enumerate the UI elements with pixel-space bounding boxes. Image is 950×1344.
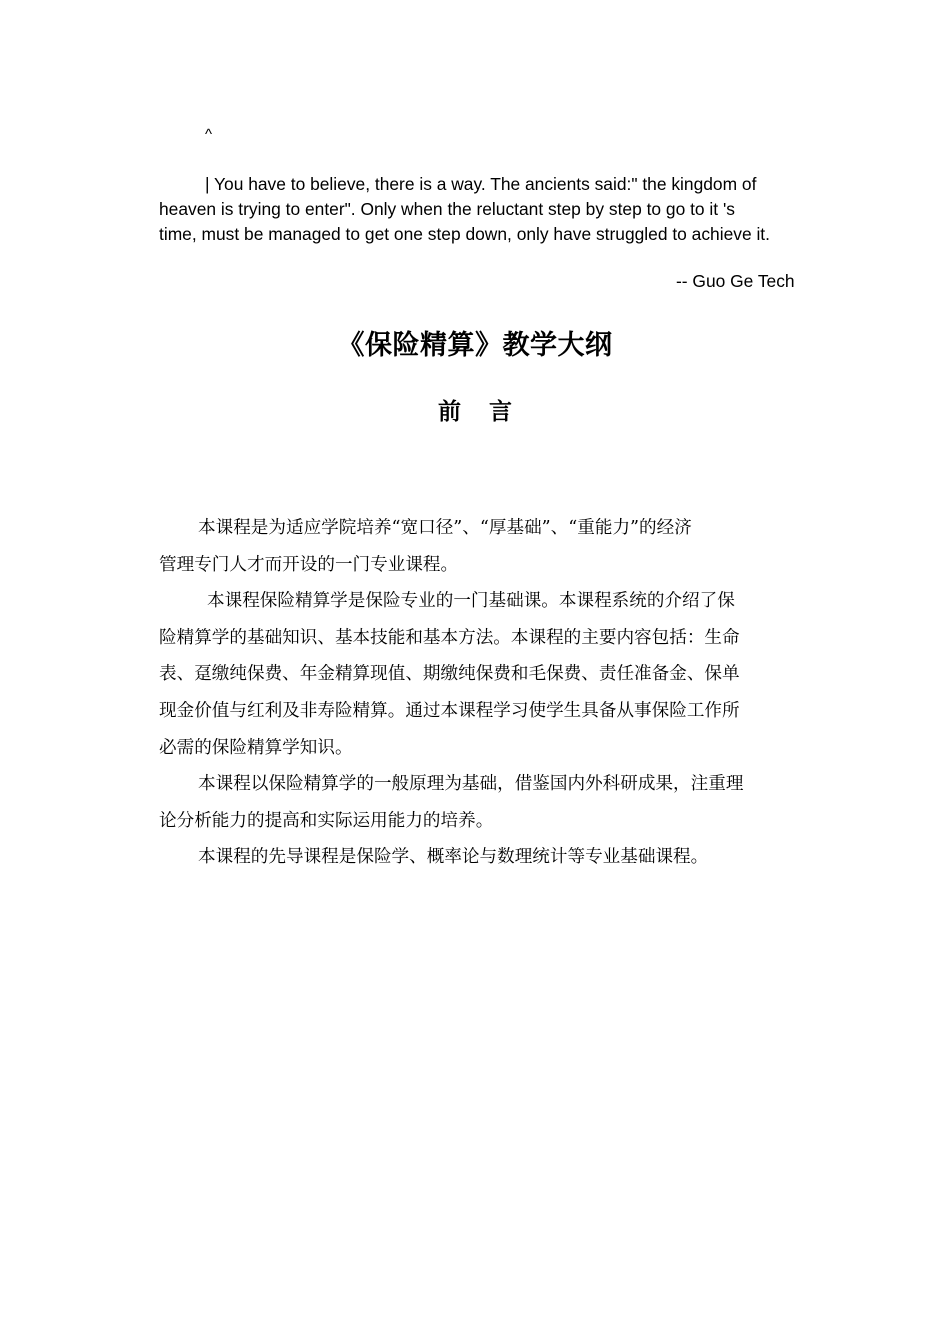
quote-attribution: -- Guo Ge Tech	[676, 271, 795, 291]
caret-mark: ^	[205, 126, 213, 143]
quote-line: | You have to believe, there is a way. The ancients said:" the kingdom of	[205, 174, 757, 194]
quote-line: time, must be managed to get one step down, only have struggled to achieve it.	[159, 224, 770, 244]
quote-line: heaven is trying to enter". Only when the reluctant step by step to go to it 's	[159, 199, 735, 219]
paragraph-line: 本课程的先导课程是保险学、概率论与数理统计等专业基础课程。	[198, 847, 709, 868]
paragraph-line: 必需的保险精算学知识。	[159, 737, 353, 758]
paragraph-line: 表、趸缴纯保费、年金精算现值、期缴纯保费和毛保费、责任准备金、保单	[159, 664, 740, 685]
motto-quote	[159, 172, 839, 247]
paragraph-line: 本课程以保险精算学的一般原理为基础，借鉴国内外科研成果，注重理	[198, 774, 744, 795]
section-title-preface: 前言	[438, 399, 540, 425]
document-title: 《保险精算》教学大纲	[337, 330, 613, 361]
paragraph-line: 本课程保险精算学是保险专业的一门基础课。本课程系统的介绍了保	[207, 591, 735, 612]
paragraph-line: 本课程是为适应学院培养“宽口径”、“厚基础”、“重能力”的经济	[198, 518, 692, 538]
paragraph-line: 论分析能力的提高和实际运用能力的培养。	[159, 810, 494, 831]
paragraph-line: 现金价值与红利及非寿险精算。通过本课程学习使学生具备从事保险工作所	[159, 700, 740, 721]
paragraph-line: 险精算学的基础知识、基本技能和基本方法。本课程的主要内容包括：生命	[159, 627, 740, 648]
paragraph-line: 管理专门人才而开设的一门专业课程。	[159, 554, 459, 575]
preface-body	[159, 510, 799, 876]
